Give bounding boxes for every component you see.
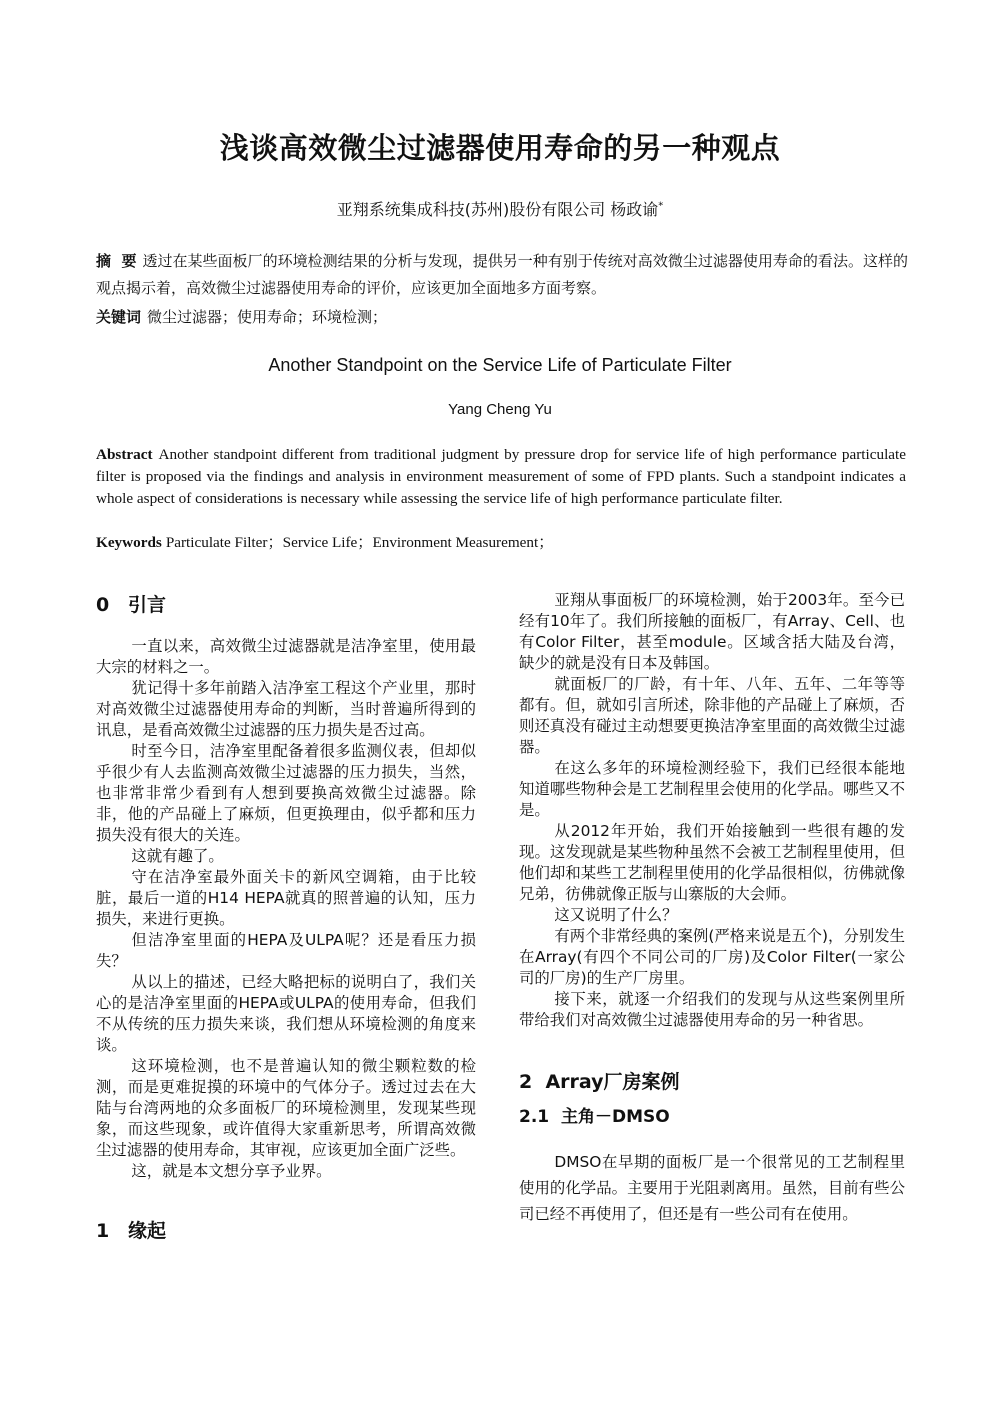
- section-0-heading: [96, 590, 476, 620]
- right-column: [519, 590, 905, 1227]
- affiliation: [0, 197, 1000, 220]
- paragraph: 亚翔从事面板厂的环境检测，始于2003年。至今已经有10年了。我们所接触的面板厂，有Array、Cell、也有Color Filter，甚至module。区域含括大陆及台湾，缺少的就是没有日本及韩国。: [519, 591, 905, 672]
- abstract-en: [96, 444, 906, 510]
- paper-title: 浅谈高效微尘过滤器使用寿命的另一种观点: [219, 131, 781, 165]
- keywords-cn: [96, 305, 908, 329]
- section-0-number: 0: [96, 594, 110, 616]
- abstract-en-label: Abstract: [96, 446, 153, 463]
- section-1-number: 1: [96, 1220, 110, 1242]
- paragraph: 犹记得十多年前踏入洁净室工程这个产业里，那时对高效微尘过滤器使用寿命的判断，当时普遍所得到的讯息，是看高效微尘过滤器的压力损失是否过高。: [96, 679, 476, 739]
- paragraph: 这又说明了什么？: [554, 906, 678, 924]
- paragraph: 有两个非常经典的案例(严格来说是五个)，分别发生在Array(有四个不同公司的厂房)及Color Filter(一家公司的厂房)的生产厂房里。: [519, 927, 906, 987]
- keywords-en-label: Keywords: [96, 534, 162, 551]
- paragraph: 这环境检测，也不是普遍认知的微尘颗粒数的检测，而是更难捉摸的环境中的气体分子。透过过去在大陆与台湾两地的众多面板厂的环境检测里，发现某些现象，而这些现象，或许值得大家重新思考，所谓高效微尘过滤器的使用寿命，其审视，应该更加全面广泛些。: [96, 1057, 476, 1159]
- affiliation-text: 亚翔系统集成科技(苏州)股份有限公司 杨政谕: [336, 200, 659, 219]
- keywords-cn-text: 微尘过滤器；使用寿命；环境检测；: [147, 308, 388, 326]
- paragraph: 但洁净室里面的HEPA及ULPA呢？还是看压力损失？: [96, 931, 476, 970]
- paragraph: 这就有趣了。: [131, 847, 224, 865]
- abstract-en-text: Another standpoint different from traditional judgment by pressure drop for service life of high performance particulate filter is proposed via the findings and analysis in environment measurement of some of FPD plants. Such a standpoint indicates a whole aspect of considerations is necessary while assessing the service life of high performance particulate filter.: [96, 446, 906, 507]
- abstract-cn-text: 透过在某些面板厂的环境检测结果的分析与发现，提供另一种有别于传统对高效微尘过滤器使用寿命的看法。这样的观点揭示着，高效微尘过滤器使用寿命的评价，应该更加全面地多方面考察。: [96, 252, 908, 297]
- section-1-title: 缘起: [128, 1220, 167, 1242]
- abstract-cn-label: 摘 要: [96, 252, 137, 270]
- paragraph: DMSO在早期的面板厂是一个很常见的工艺制程里使用的化学品。主要用于光阻剥离用。虽然，目前有些公司已经不再使用了，但还是有一些公司有在使用。: [519, 1153, 905, 1223]
- paragraph: 一直以来，高效微尘过滤器就是洁净室里，使用最大宗的材料之一。: [96, 637, 476, 676]
- paragraph: 接下来，就逐一介绍我们的发现与从这些案例里所带给我们对高效微尘过滤器使用寿命的另一种省思。: [519, 990, 905, 1029]
- english-author: Yang Cheng Yu: [448, 401, 552, 418]
- section-2-1-heading: 2.1 主角－DMSO: [519, 1107, 670, 1127]
- keywords-en-text: Particulate Filter；Service Life；Environment Measurement；: [165, 534, 554, 551]
- keywords-cn-label: 关键词: [96, 308, 142, 326]
- section-1-heading: [96, 1216, 476, 1246]
- section-2-heading: 2 Array厂房案例: [519, 1071, 680, 1093]
- affiliation-mark: *: [658, 200, 664, 212]
- paragraph: 在这么多年的环境检测经验下，我们已经很本能地知道哪些物种会是工艺制程里会使用的化学品。哪些又不是。: [519, 759, 905, 819]
- paragraph: 时至今日，洁净室里配备着很多监测仪表，但却似乎很少有人去监测高效微尘过滤器的压力损失，当然，也非常非常少看到有人想到要换高效微尘过滤器。除非，他的产品碰上了麻烦，但更换理由，似乎都和压力损失没有很大的关连。: [96, 742, 476, 844]
- english-title: Another Standpoint on the Service Life of Particulate Filter: [268, 355, 732, 375]
- paragraph: 就面板厂的厂龄，有十年、八年、五年、二年等等都有。但，就如引言所述，除非他的产品碰上了麻烦，否则还真没有碰过主动想要更换洁净室里面的高效微尘过滤器。: [519, 675, 905, 756]
- paragraph: 从2012年开始，我们开始接触到一些很有趣的发现。这发现就是某些物种虽然不会被工艺制程里使用，但他们却和某些工艺制程里使用的化学品很相似，彷佛就像兄弟，彷佛就像正版与山寨版的大会师。: [519, 822, 905, 903]
- keywords-en: [96, 532, 906, 554]
- paragraph: 这，就是本文想分享予业界。: [131, 1162, 332, 1180]
- paragraph: 守在洁净室最外面关卡的新风空调箱，由于比较脏，最后一道的H14 HEPA就真的照普遍的认知，压力损失，来进行更换。: [96, 868, 476, 928]
- left-column: [96, 590, 476, 1246]
- abstract-cn: [96, 248, 908, 302]
- paragraph: 从以上的描述，已经大略把标的说明白了，我们关心的是洁净室里面的HEPA或ULPA的使用寿命，但我们不从传统的压力损失来谈，我们想从环境检测的角度来谈。: [96, 973, 476, 1054]
- section-0-title: 引言: [128, 594, 167, 616]
